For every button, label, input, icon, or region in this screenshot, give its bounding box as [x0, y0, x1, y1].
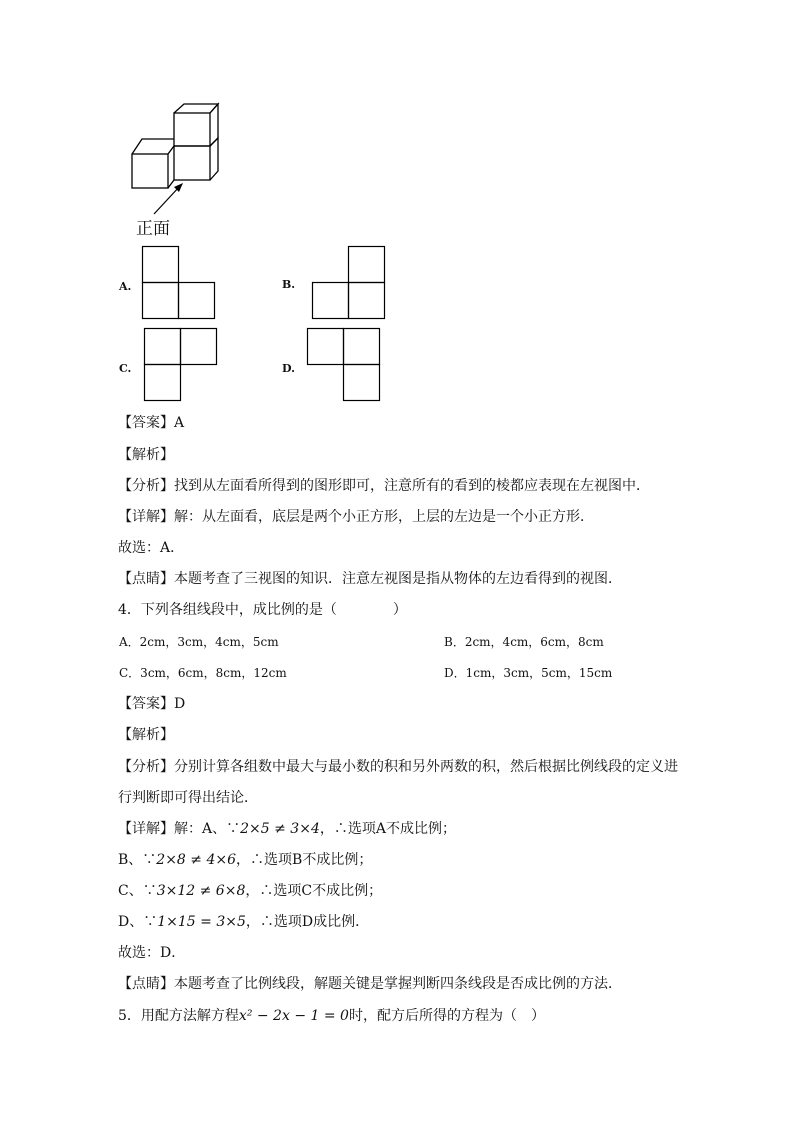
math-expr: 2×8 ≠ 4×6	[156, 852, 237, 868]
dianjing-text: 本题考查了比例线段，解题关键是掌握判断四条线段是否成比例的方法．	[174, 976, 622, 992]
q4-option-c[interactable]: C．3cm，6cm，8cm，12cm	[119, 666, 287, 680]
answer-value: A	[174, 415, 185, 431]
text: 时，配方后所得的方程为（ ）	[348, 1008, 545, 1024]
q4-guxuan: 故选：D．	[118, 945, 186, 961]
text: B、∵	[118, 852, 157, 868]
math-expr: 2×5 ≠ 3×4	[240, 821, 320, 837]
q3-xiangjie	[118, 507, 594, 527]
option-d-label[interactable]: D.	[282, 362, 295, 375]
xiangjie-tag: 【详解】	[118, 821, 174, 837]
option-a-grid[interactable]	[142, 246, 216, 320]
q4-option-a[interactable]: A．2cm，3cm，4cm，5cm	[119, 635, 279, 649]
text: ，∴选项C不成比例；	[245, 883, 383, 899]
q4-option-b[interactable]: B．2cm，4cm，6cm，8cm	[444, 635, 604, 649]
fenxi-tag: 【分析】	[118, 478, 174, 494]
text: ，∴选项A不成比例；	[319, 821, 456, 837]
q4-xiangjie-a	[118, 819, 456, 839]
fenxi-tag: 【分析】	[118, 759, 174, 775]
math-expr: 3×12 ≠ 6×8	[156, 883, 246, 899]
option-a-label[interactable]: A.	[119, 280, 132, 293]
text: C、∵	[118, 883, 157, 899]
text: ，∴选项B不成比例；	[236, 852, 373, 868]
q4-fenxi-1	[118, 757, 678, 777]
option-c-grid[interactable]	[144, 328, 218, 402]
q3-guxuan: 故选：A．	[118, 540, 185, 556]
q3-dianjing	[118, 569, 622, 589]
answer-tag: 【答案】	[118, 696, 174, 712]
fenxi-text: 找到从左面看所得到的图形即可，注意所有的看到的棱都应表现在左视图中．	[174, 478, 650, 494]
option-b-label[interactable]: B.	[282, 278, 296, 291]
math-expr: 1×15 = 3×5	[157, 914, 246, 930]
answer-tag: 【答案】	[118, 415, 174, 431]
q3-jiexi: 【解析】	[118, 447, 174, 463]
dianjing-tag: 【点睛】	[118, 571, 174, 587]
q4-dianjing	[118, 974, 622, 994]
answer-value: D	[174, 696, 186, 712]
text: ，∴选项D成比例．	[245, 914, 370, 930]
option-b-grid[interactable]	[312, 246, 386, 320]
option-d-grid[interactable]	[307, 328, 381, 402]
q4-answer	[118, 694, 185, 714]
xiangjie-tag: 【详解】	[118, 509, 174, 525]
q4-option-d[interactable]: D．1cm，3cm，5cm，15cm	[444, 666, 613, 680]
front-label: 正面	[136, 219, 170, 239]
fenxi-text: 分别计算各组数中最大与最小数的积和另外两数的积，然后根据比例线段的定义进	[174, 759, 678, 775]
text: 解：A、∵	[174, 821, 241, 837]
dianjing-text: 本题考查了三视图的知识．注意左视图是指从物体的左边看得到的视图．	[174, 571, 622, 587]
q4-line-d	[118, 912, 369, 932]
q4-stem: 4．下列各组线段中，成比例的是（ ）	[118, 602, 407, 618]
xiangjie-text: 解：从左面看，底层是两个小正方形，上层的左边是一个小正方形．	[174, 509, 594, 525]
q3-fenxi	[118, 476, 650, 496]
q3-answer	[118, 413, 184, 433]
q4-line-c	[118, 881, 382, 901]
q4-jiexi: 【解析】	[118, 727, 174, 743]
dianjing-tag: 【点睛】	[118, 976, 174, 992]
text: 5．用配方法解方程	[118, 1008, 239, 1024]
q4-fenxi-2: 行判断即可得出结论．	[118, 790, 258, 806]
q5-stem	[118, 1006, 545, 1026]
option-c-label[interactable]: C.	[119, 362, 132, 375]
math-expr: x² − 2x − 1 = 0	[238, 1008, 349, 1024]
text: D、∵	[118, 914, 158, 930]
q4-line-b	[118, 850, 372, 870]
